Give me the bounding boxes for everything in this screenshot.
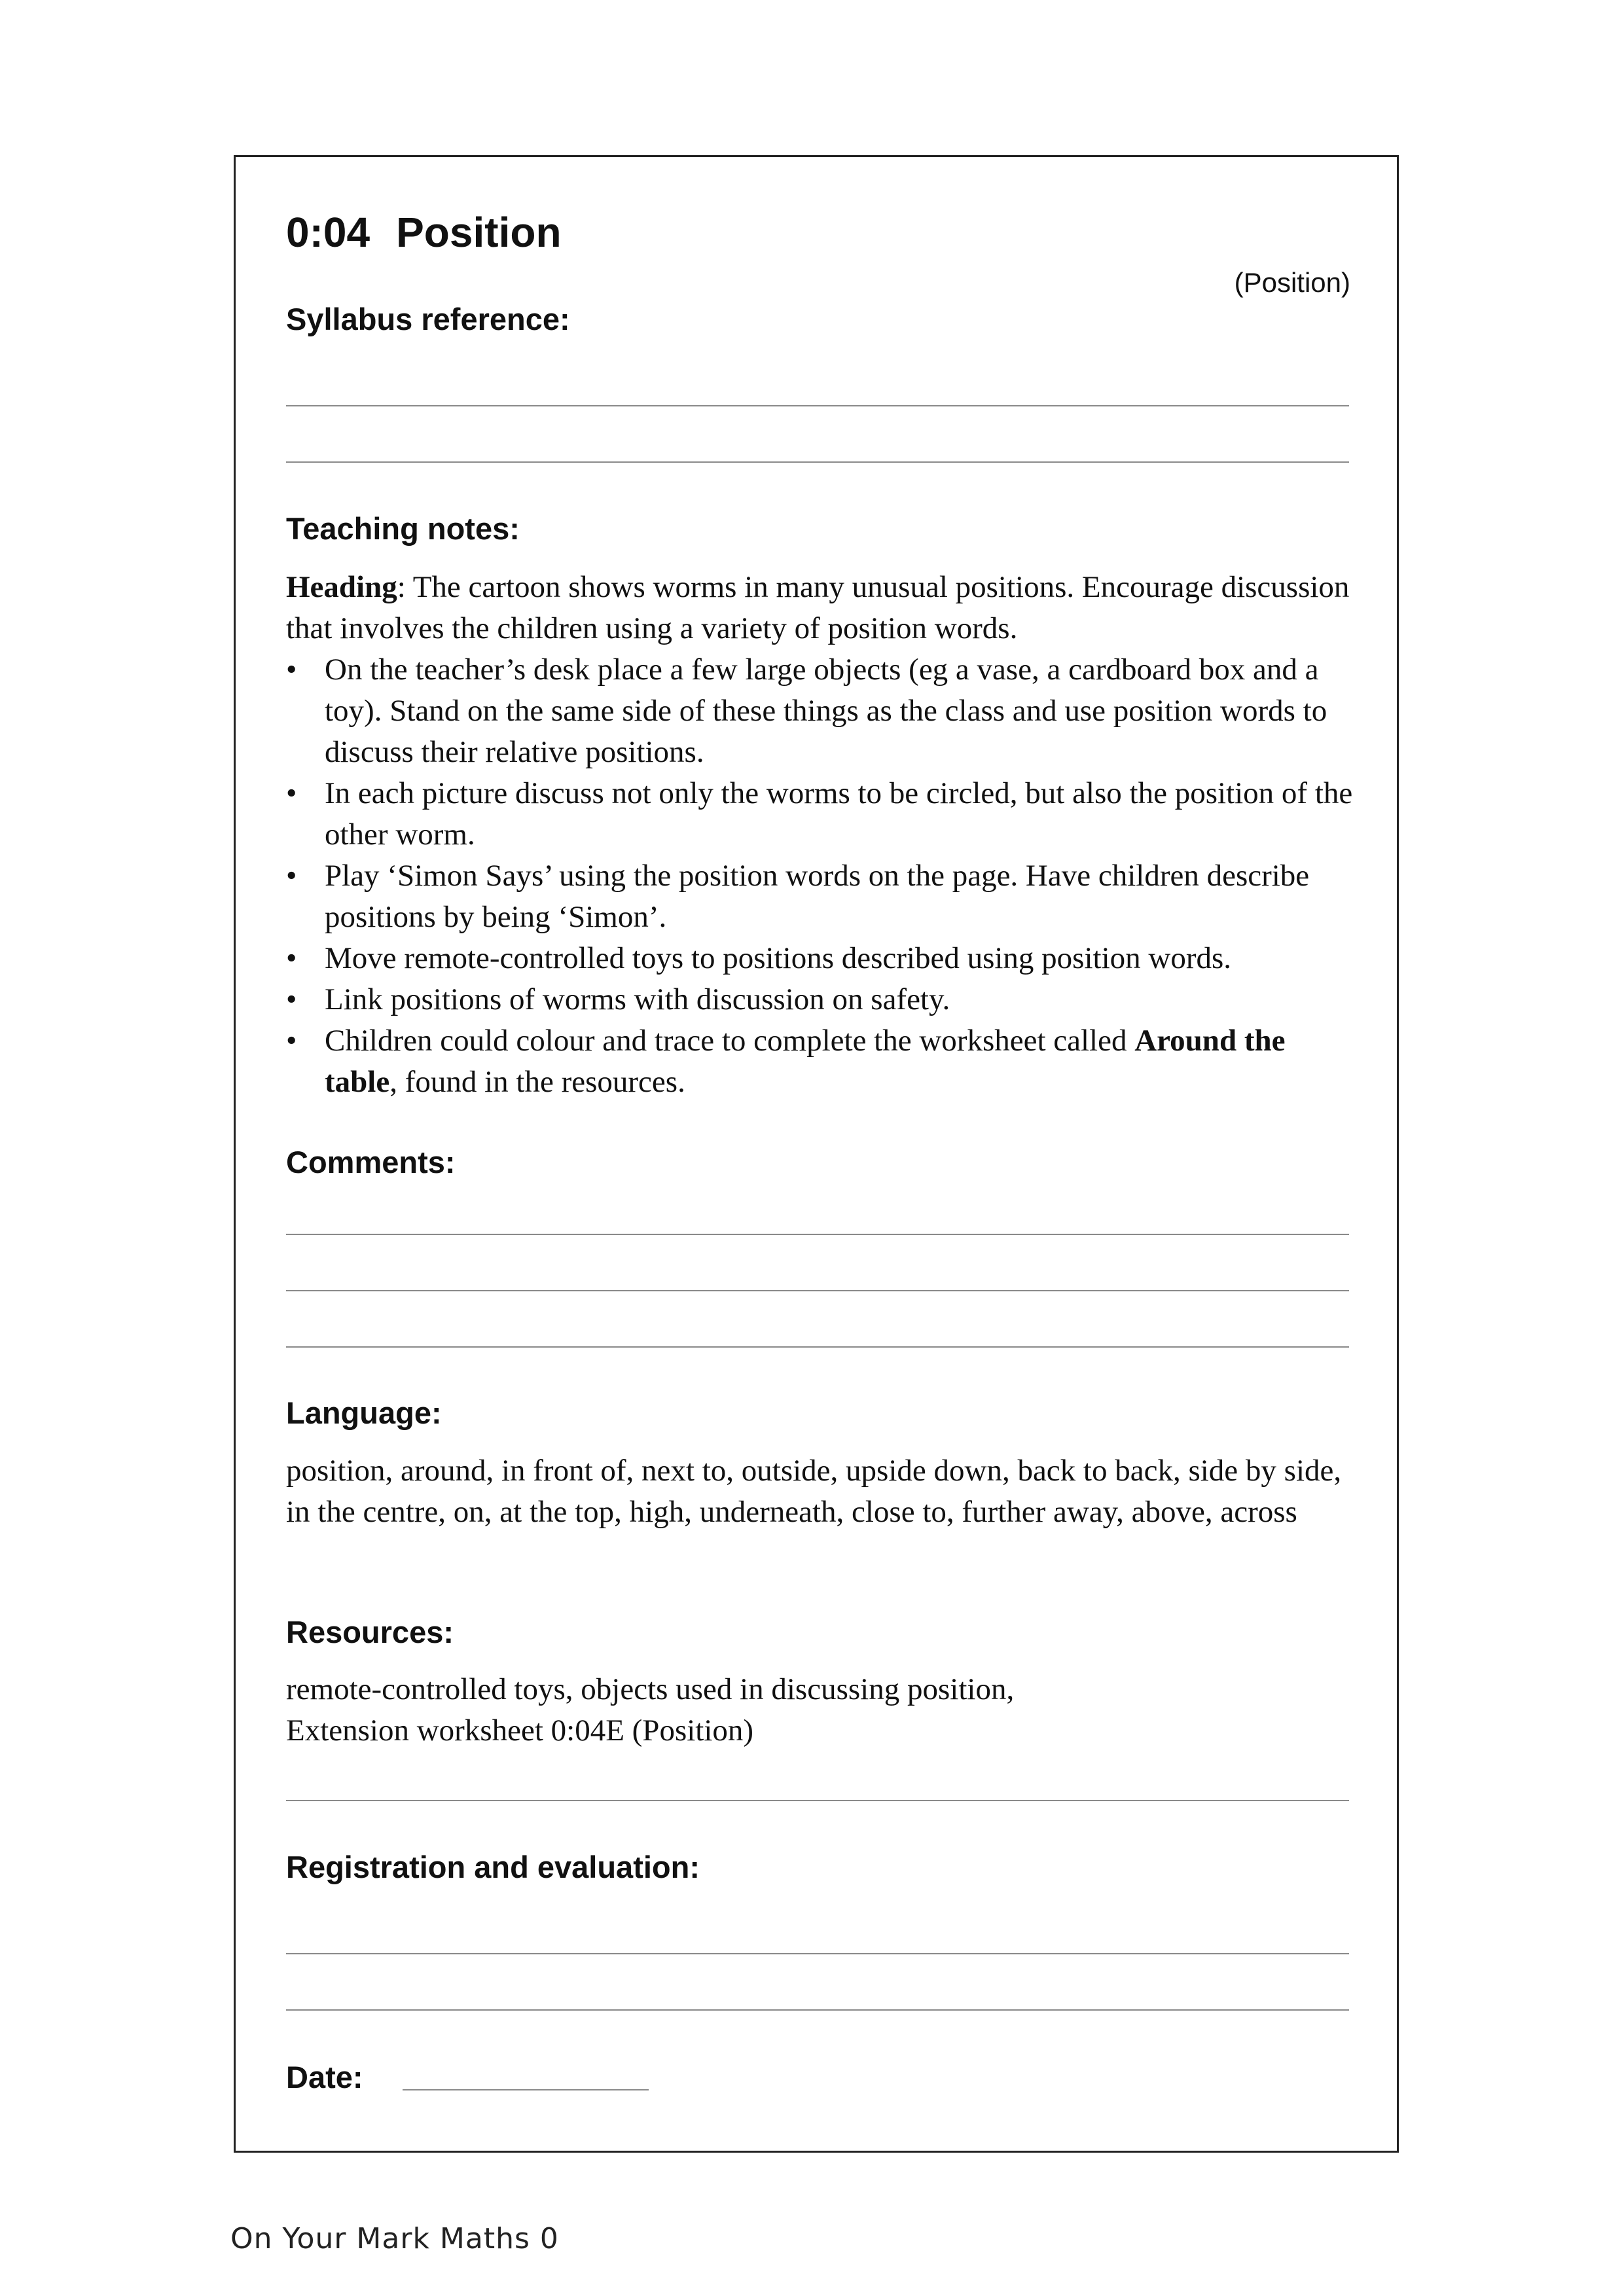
comments-line-1 — [286, 1234, 1349, 1235]
page-footer: On Your Mark Maths 0 — [230, 2222, 559, 2255]
bullet-text-after: , found in the resources. — [389, 1065, 685, 1099]
teaching-notes-heading: Teaching notes: — [286, 511, 520, 546]
worksheet-name: Around the table — [325, 1024, 1286, 1099]
resources-line-2: Extension worksheet 0:04E (Position) — [286, 1713, 754, 1748]
list-item — [286, 855, 1360, 938]
comments-line-2 — [286, 1290, 1349, 1291]
bullet-text: Play ‘Simon Says’ using the position words on the page. Have children describe positions by being ‘Simon’. — [325, 859, 1310, 934]
resources-body — [286, 1669, 1360, 1751]
list-item — [286, 979, 1360, 1020]
teaching-notes-body — [286, 567, 1360, 1103]
bullet-text-before: Children could colour and trace to complete the worksheet called — [325, 1024, 1135, 1058]
language-text: position, around, in front of, next to, outside, upside down, back to back, side by side, in the centre, on, at the top, high, underneath, close to, further away, above, across — [286, 1454, 1342, 1529]
resources-heading: Resources: — [286, 1615, 454, 1649]
bullet-text: Link positions of worms with discussion on safety. — [325, 982, 950, 1016]
bullet-text: On the teacher’s desk place a few large objects (eg a vase, a cardboard box and a toy). Stand on the same side of these things as the class and use position words to discuss their relative positions. — [325, 653, 1327, 769]
list-item — [286, 773, 1360, 855]
teaching-bullet-list — [286, 649, 1360, 1103]
intro-label: Heading — [286, 570, 397, 604]
lesson-name: Position — [396, 209, 562, 256]
syllabus-line-2 — [286, 461, 1349, 463]
bullet-text: In each picture discuss not only the worms to be circled, but also the position of the other worm. — [325, 776, 1353, 852]
bullet-icon: • — [286, 653, 297, 687]
teaching-intro — [286, 567, 1360, 649]
bullet-icon: • — [286, 941, 297, 975]
date-input-line — [403, 2089, 649, 2090]
page-title — [286, 208, 562, 257]
date-label: Date: — [286, 2060, 363, 2094]
syllabus-line-1 — [286, 405, 1349, 406]
comments-heading: Comments: — [286, 1145, 456, 1179]
list-item — [286, 938, 1360, 979]
comments-line-3 — [286, 1346, 1349, 1348]
bullet-icon: • — [286, 859, 297, 893]
registration-line-1 — [286, 1953, 1349, 1954]
bullet-icon: • — [286, 982, 297, 1016]
registration-line-2 — [286, 2009, 1349, 2011]
list-item — [286, 649, 1360, 773]
intro-text: : The cartoon shows worms in many unusual positions. Encourage discussion that involves the children using a variety of position words. — [286, 570, 1350, 645]
resources-line — [286, 1800, 1349, 1801]
bullet-text: Move remote-controlled toys to positions described using position words. — [325, 941, 1232, 975]
lesson-number: 0:04 — [286, 209, 370, 256]
bullet-icon: • — [286, 1024, 297, 1058]
topic-tag: (Position) — [1234, 267, 1350, 298]
syllabus-heading: Syllabus reference: — [286, 302, 570, 336]
language-heading: Language: — [286, 1395, 442, 1430]
list-item — [286, 1020, 1360, 1103]
registration-heading: Registration and evaluation: — [286, 1850, 700, 1884]
resources-line-1: remote-controlled toys, objects used in discussing position, — [286, 1672, 1015, 1706]
bullet-icon: • — [286, 776, 297, 810]
